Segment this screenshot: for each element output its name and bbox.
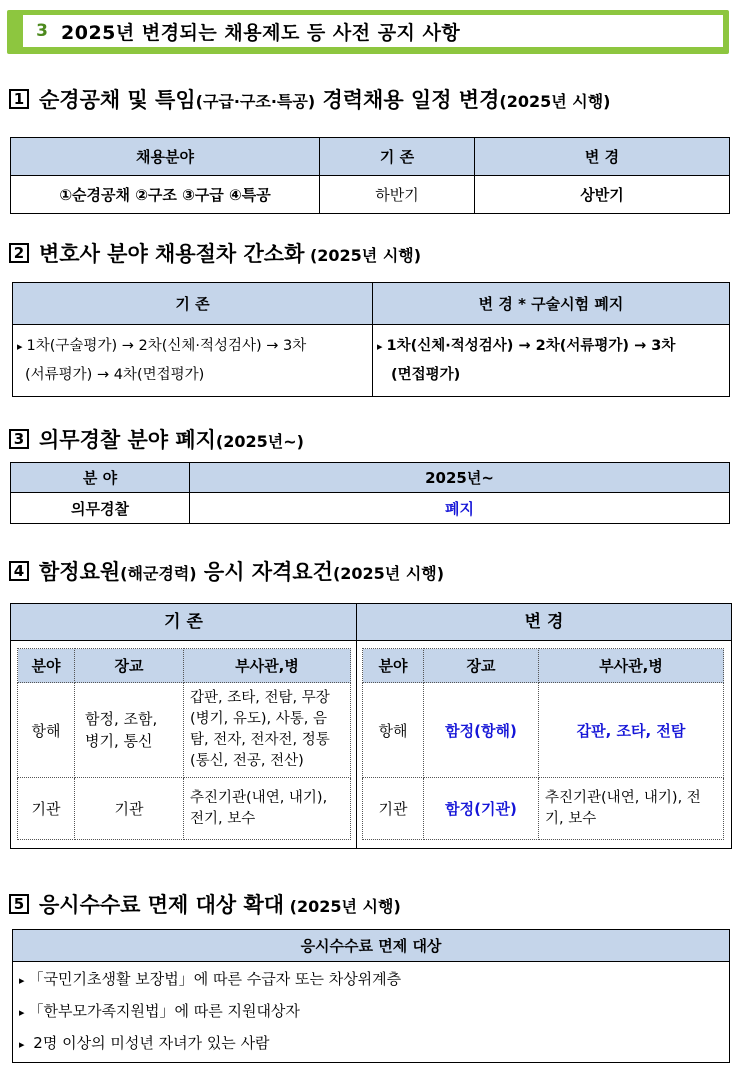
section-number-box: 3 bbox=[9, 429, 29, 449]
cell-old-procedure: ▸ 1차(구술평가) → 2차(신체·적성검사) → 3차 (서류평가) → 4차(면접평가) bbox=[13, 325, 373, 397]
cell-field: 기관 bbox=[363, 778, 424, 840]
section-2-heading bbox=[9, 238, 421, 268]
header-after: 변 경 bbox=[475, 138, 730, 176]
fee-exemption-table bbox=[12, 929, 730, 1063]
section-number-box: 2 bbox=[9, 243, 29, 263]
sub-header-field: 분야 bbox=[18, 649, 75, 683]
cell-field: 항해 bbox=[18, 683, 75, 778]
naval-before-panel bbox=[10, 603, 357, 849]
section-4-heading bbox=[9, 556, 444, 586]
cell-field: 의무경찰 bbox=[11, 493, 190, 524]
schedule-table bbox=[10, 137, 730, 214]
cell-nco: 갑판, 조타, 전탐, 무장(병기, 유도), 사통, 음탐, 전자, 전자전, 정통(통신, 전공, 전산) bbox=[184, 683, 351, 778]
cell-nco: 갑판, 조타, 전탐 bbox=[539, 683, 724, 778]
banner-number: 3 bbox=[36, 21, 48, 41]
section-title: 응시수수료 면제 대상 확대 (2025년 시행) bbox=[39, 893, 401, 917]
cell-after: 상반기 bbox=[475, 176, 730, 214]
lawyer-procedure-table bbox=[12, 282, 730, 397]
section-5-heading bbox=[9, 889, 401, 919]
header-field: 분 야 bbox=[11, 463, 190, 493]
naval-after-table bbox=[362, 648, 724, 840]
header-after: 변 경 * 구술시험 폐지 bbox=[373, 283, 730, 325]
sub-header-officer: 장교 bbox=[75, 649, 184, 683]
cell-new-procedure: ▸ 1차(신체·적성검사) → 2차(서류평가) → 3차 (면접평가) bbox=[373, 325, 730, 397]
header-before: 기 존 bbox=[13, 283, 373, 325]
cell-officer: 함정(기관) bbox=[424, 778, 539, 840]
cell-fields: ①순경공채 ②구조 ③구급 ④특공 bbox=[11, 176, 320, 214]
naval-before-table bbox=[17, 648, 351, 840]
cell-before: 하반기 bbox=[320, 176, 475, 214]
list-item: ▸ 「국민기초생활 보장법」에 따른 수급자 또는 차상위계층 bbox=[19, 964, 723, 996]
naval-after-panel bbox=[356, 603, 732, 849]
section-title: 변호사 분야 채용절차 간소화 (2025년 시행) bbox=[39, 242, 422, 266]
section-title: 함정요원(해군경력) 응시 자격요건(2025년 시행) bbox=[39, 560, 445, 584]
section-number-box: 4 bbox=[9, 561, 29, 581]
cell-nco: 추진기관(내연, 내기), 전기, 보수 bbox=[184, 778, 351, 840]
section-3-heading bbox=[9, 424, 304, 454]
cell-exemption-list bbox=[13, 962, 730, 1063]
list-item: ▸ 「한부모가족지원법」에 따른 지원대상자 bbox=[19, 996, 723, 1028]
section-number-box: 5 bbox=[9, 894, 29, 914]
cell-field: 항해 bbox=[363, 683, 424, 778]
sub-header-nco: 부사관,병 bbox=[184, 649, 351, 683]
cell-field: 기관 bbox=[18, 778, 75, 840]
conscript-table bbox=[10, 462, 730, 524]
section-title: 의무경찰 분야 폐지(2025년~) bbox=[39, 428, 304, 452]
sub-header-nco: 부사관,병 bbox=[539, 649, 724, 683]
section-banner bbox=[7, 10, 729, 54]
section-number-box: 1 bbox=[9, 89, 29, 109]
header-fee-exemption: 응시수수료 면제 대상 bbox=[13, 930, 730, 962]
header-field: 채용분야 bbox=[11, 138, 320, 176]
cell-officer: 함정, 조함, 병기, 통신 bbox=[75, 683, 184, 778]
header-before: 기 존 bbox=[320, 138, 475, 176]
cell-officer: 함정(항해) bbox=[424, 683, 539, 778]
cell-nco: 추진기관(내연, 내기), 전기, 보수 bbox=[539, 778, 724, 840]
cell-abolished: 폐지 bbox=[190, 493, 730, 524]
header-year: 2025년~ bbox=[190, 463, 730, 493]
cell-officer: 기관 bbox=[75, 778, 184, 840]
banner-title: 2025년 변경되는 채용제도 등 사전 공지 사항 bbox=[61, 21, 461, 44]
panel-header: 기 존 bbox=[11, 604, 356, 641]
section-title: 순경공채 및 특임(구급·구조·특공) 경력채용 일정 변경(2025년 시행) bbox=[39, 88, 611, 112]
list-item: ▸ 2명 이상의 미성년 자녀가 있는 사람 bbox=[19, 1028, 723, 1060]
sub-header-officer: 장교 bbox=[424, 649, 539, 683]
panel-header: 변 경 bbox=[357, 604, 731, 641]
section-1-heading bbox=[9, 84, 611, 114]
sub-header-field: 분야 bbox=[363, 649, 424, 683]
